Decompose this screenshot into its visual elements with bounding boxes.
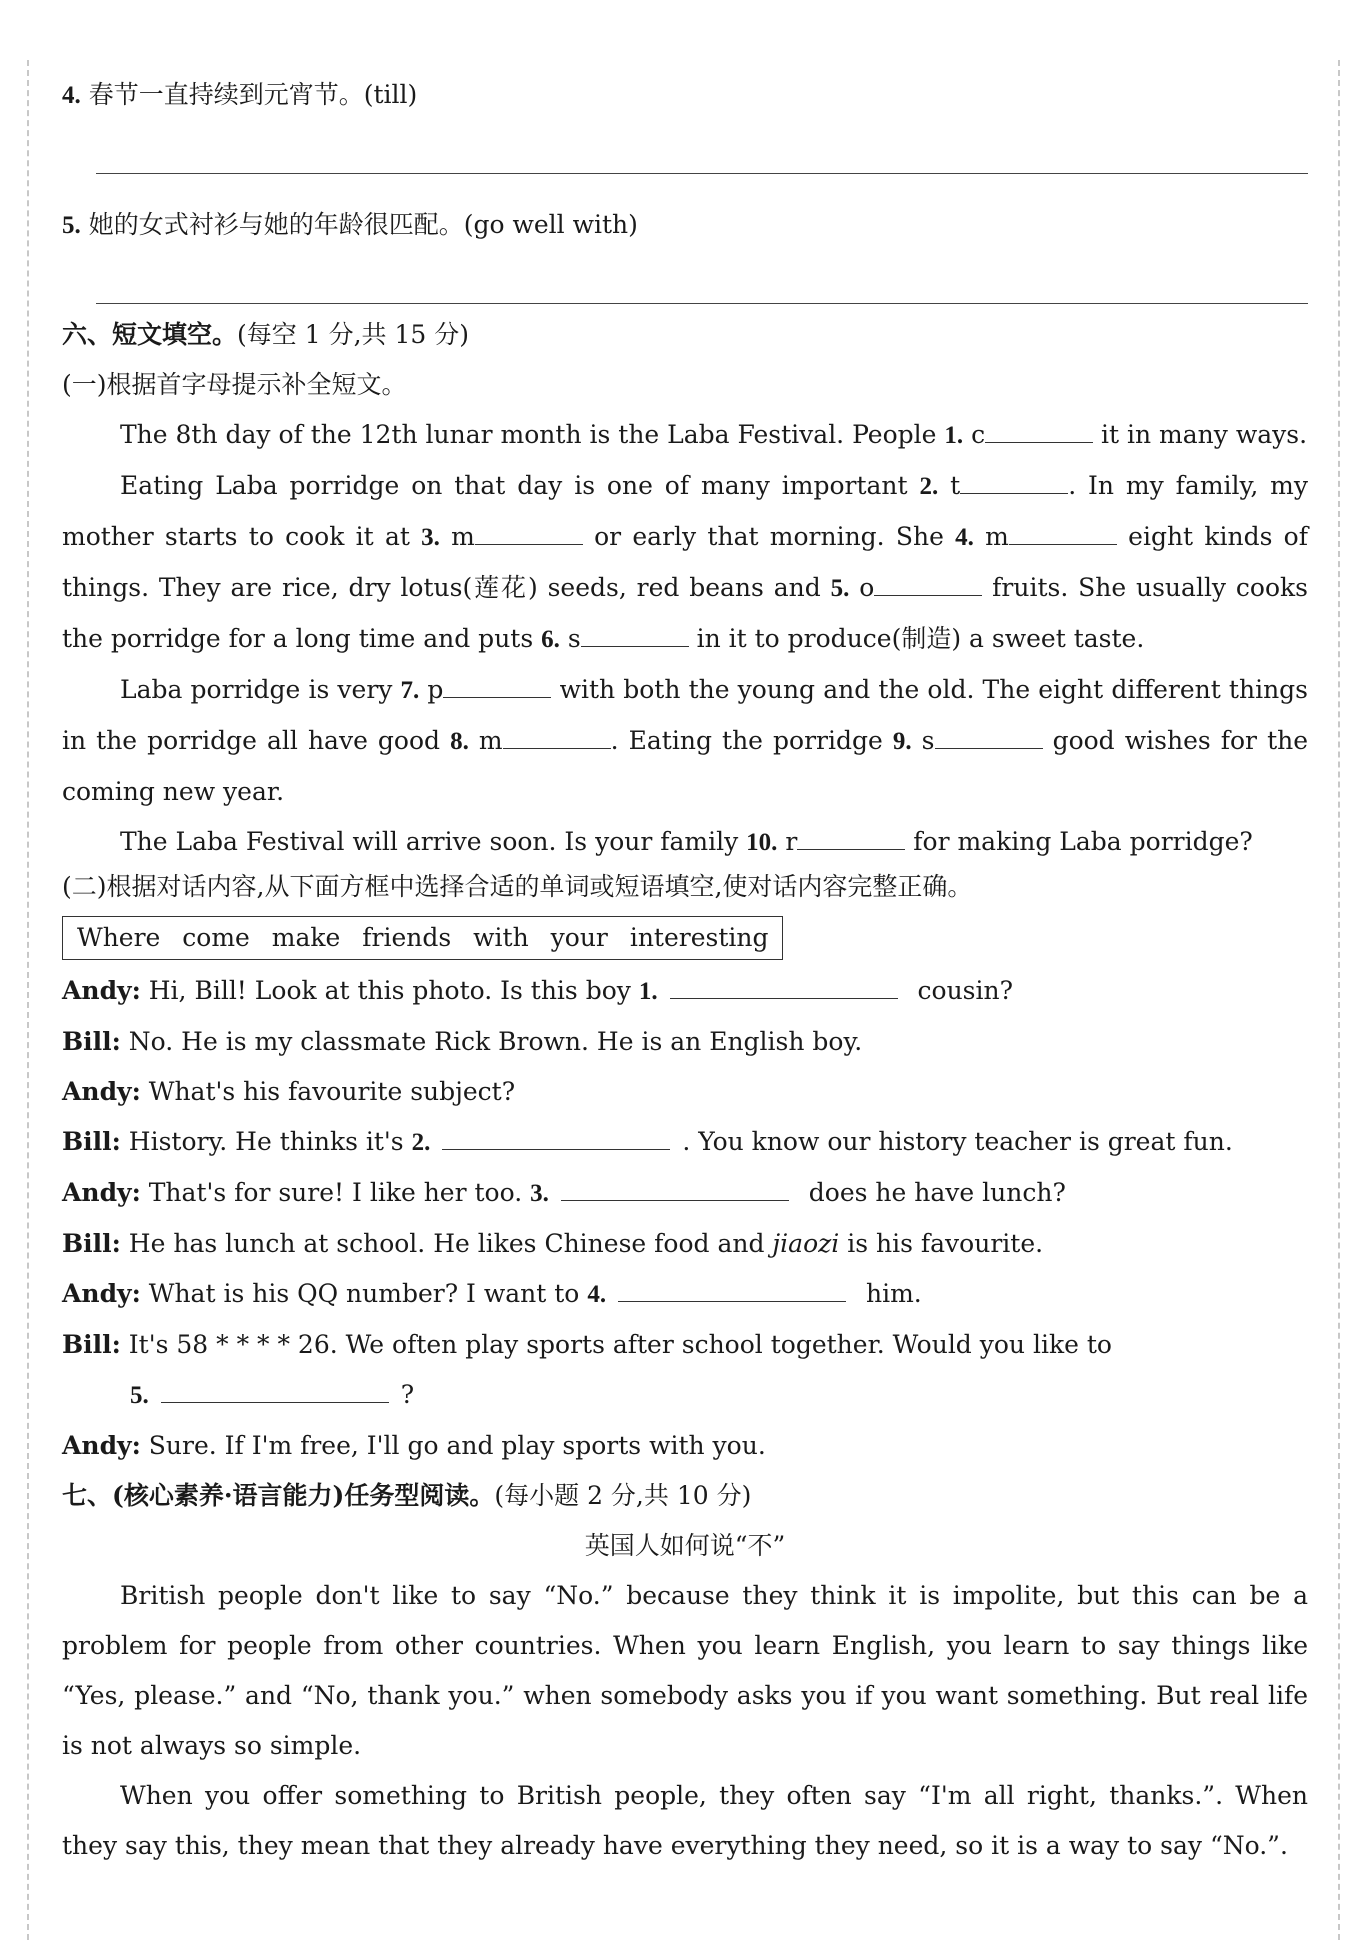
blank-5[interactable] <box>874 575 982 596</box>
right-margin-rule <box>1338 60 1340 1940</box>
blank-2[interactable] <box>960 473 1068 494</box>
passage-title: 英国人如何说“不” <box>584 1531 786 1560</box>
dialogue-blank-2[interactable] <box>442 1129 670 1150</box>
section-6-part-2-title: (二)根据对话内容,从下面方框中选择合适的单词或短语填空,使对话内容完整正确。 <box>62 872 973 901</box>
left-margin-rule <box>27 60 29 1940</box>
dialogue-line-7: Andy: What is his QQ number? I want to 4. him. <box>62 1279 922 1308</box>
dialogue-blank-3[interactable] <box>561 1180 789 1201</box>
blank-3[interactable] <box>475 524 583 545</box>
section-6-part-1-title: (一)根据首字母提示补全短文。 <box>62 370 407 399</box>
dialogue-line-8-continued: 5. ? <box>130 1380 415 1409</box>
translation-item-5-text: 她的女式衬衫与她的年龄很匹配。(go well with) <box>88 210 638 239</box>
dialogue-line-2: Bill: No. He is my classmate Rick Brown. He is an English boy. <box>62 1027 863 1056</box>
dialogue-blank-4[interactable] <box>618 1281 846 1302</box>
worksheet-page <box>62 70 1308 1871</box>
dialogue-line-3: Andy: What's his favourite subject? <box>62 1077 516 1106</box>
blank-1[interactable] <box>985 422 1093 443</box>
cloze-paragraph-3: Laba porridge is very 7. p with both the young and the old. The eight different things in the porridge all have good 8. m . Eating the porridge 9. s good wishes for the coming new year. <box>62 675 1309 806</box>
cloze-paragraph-4: The Laba Festival will arrive soon. Is your family 10. r for making Laba porridge? <box>120 827 1253 856</box>
dialogue-line-8: Bill: It's 58 * * * * 26. We often play sports after school together. Would you like to <box>62 1330 1112 1359</box>
section-7-title: 七、(核心素养·语言能力)任务型阅读。(每小题 2 分,共 10 分) <box>62 1481 752 1510</box>
dialogue-line-6: Bill: He has lunch at school. He likes Chinese food and jiaozi is his favourite. <box>62 1229 1044 1258</box>
section-6-title: 六、短文填空。(每空 1 分,共 15 分) <box>62 320 469 349</box>
word-box: Where come make friends with your interesting <box>62 916 783 960</box>
dialogue-line-5: Andy: That's for sure! I like her too. 3. does he have lunch? <box>62 1178 1066 1207</box>
dialogue-blank-5[interactable] <box>161 1382 389 1403</box>
cloze-paragraph-1: The 8th day of the 12th lunar month is the Laba Festival. People 1. c it in many ways. <box>120 420 1308 449</box>
answer-line-5[interactable] <box>96 251 1308 304</box>
translation-item-4-text: 春节一直持续到元宵节。(till) <box>88 80 418 109</box>
translation-item-5: 5. 她的女式衬衫与她的年龄很匹配。(go well with) <box>62 210 638 239</box>
blank-8[interactable] <box>503 728 611 749</box>
blank-4[interactable] <box>1009 524 1117 545</box>
dialogue-line-4: Bill: History. He thinks it's 2. . You know our history teacher is great fun. <box>62 1127 1233 1156</box>
dialogue-blank-1[interactable] <box>670 978 898 999</box>
translation-item-4: 4. 春节一直持续到元宵节。(till) <box>62 80 418 109</box>
reading-paragraph-2: When you offer something to British people, they often say “I'm all right, thanks.”. When they say this, they mean that they already have everything they need, so it is a way to say “No.”. <box>62 1781 1308 1860</box>
blank-7[interactable] <box>443 677 551 698</box>
blank-10[interactable] <box>797 829 905 850</box>
blank-6[interactable] <box>581 626 689 647</box>
cloze-paragraph-2: Eating Laba porridge on that day is one of many important 2. t . In my family, my mother starts to cook it at 3. m or early that morning. She 4. m eight kinds of things. They are rice, dry lotus(莲花) seeds, red beans and 5. o fruits. She usually cooks the porridge for a long time and puts 6. s in it to produce(制造) a sweet taste. <box>62 471 1309 653</box>
reading-paragraph-1: British people don't like to say “No.” because they think it is impolite, but this can be a problem for people from other countries. When you learn English, you learn to say things like “Yes, please.” and “No, thank you.” when somebody asks you if you want something. But real life is not always so simple. <box>62 1581 1308 1760</box>
dialogue-line-9: Andy: Sure. If I'm free, I'll go and play sports with you. <box>62 1431 766 1460</box>
dialogue-line-1: Andy: Hi, Bill! Look at this photo. Is this boy 1. cousin? <box>62 976 1014 1005</box>
blank-9[interactable] <box>935 728 1043 749</box>
answer-line-4[interactable] <box>96 121 1308 174</box>
